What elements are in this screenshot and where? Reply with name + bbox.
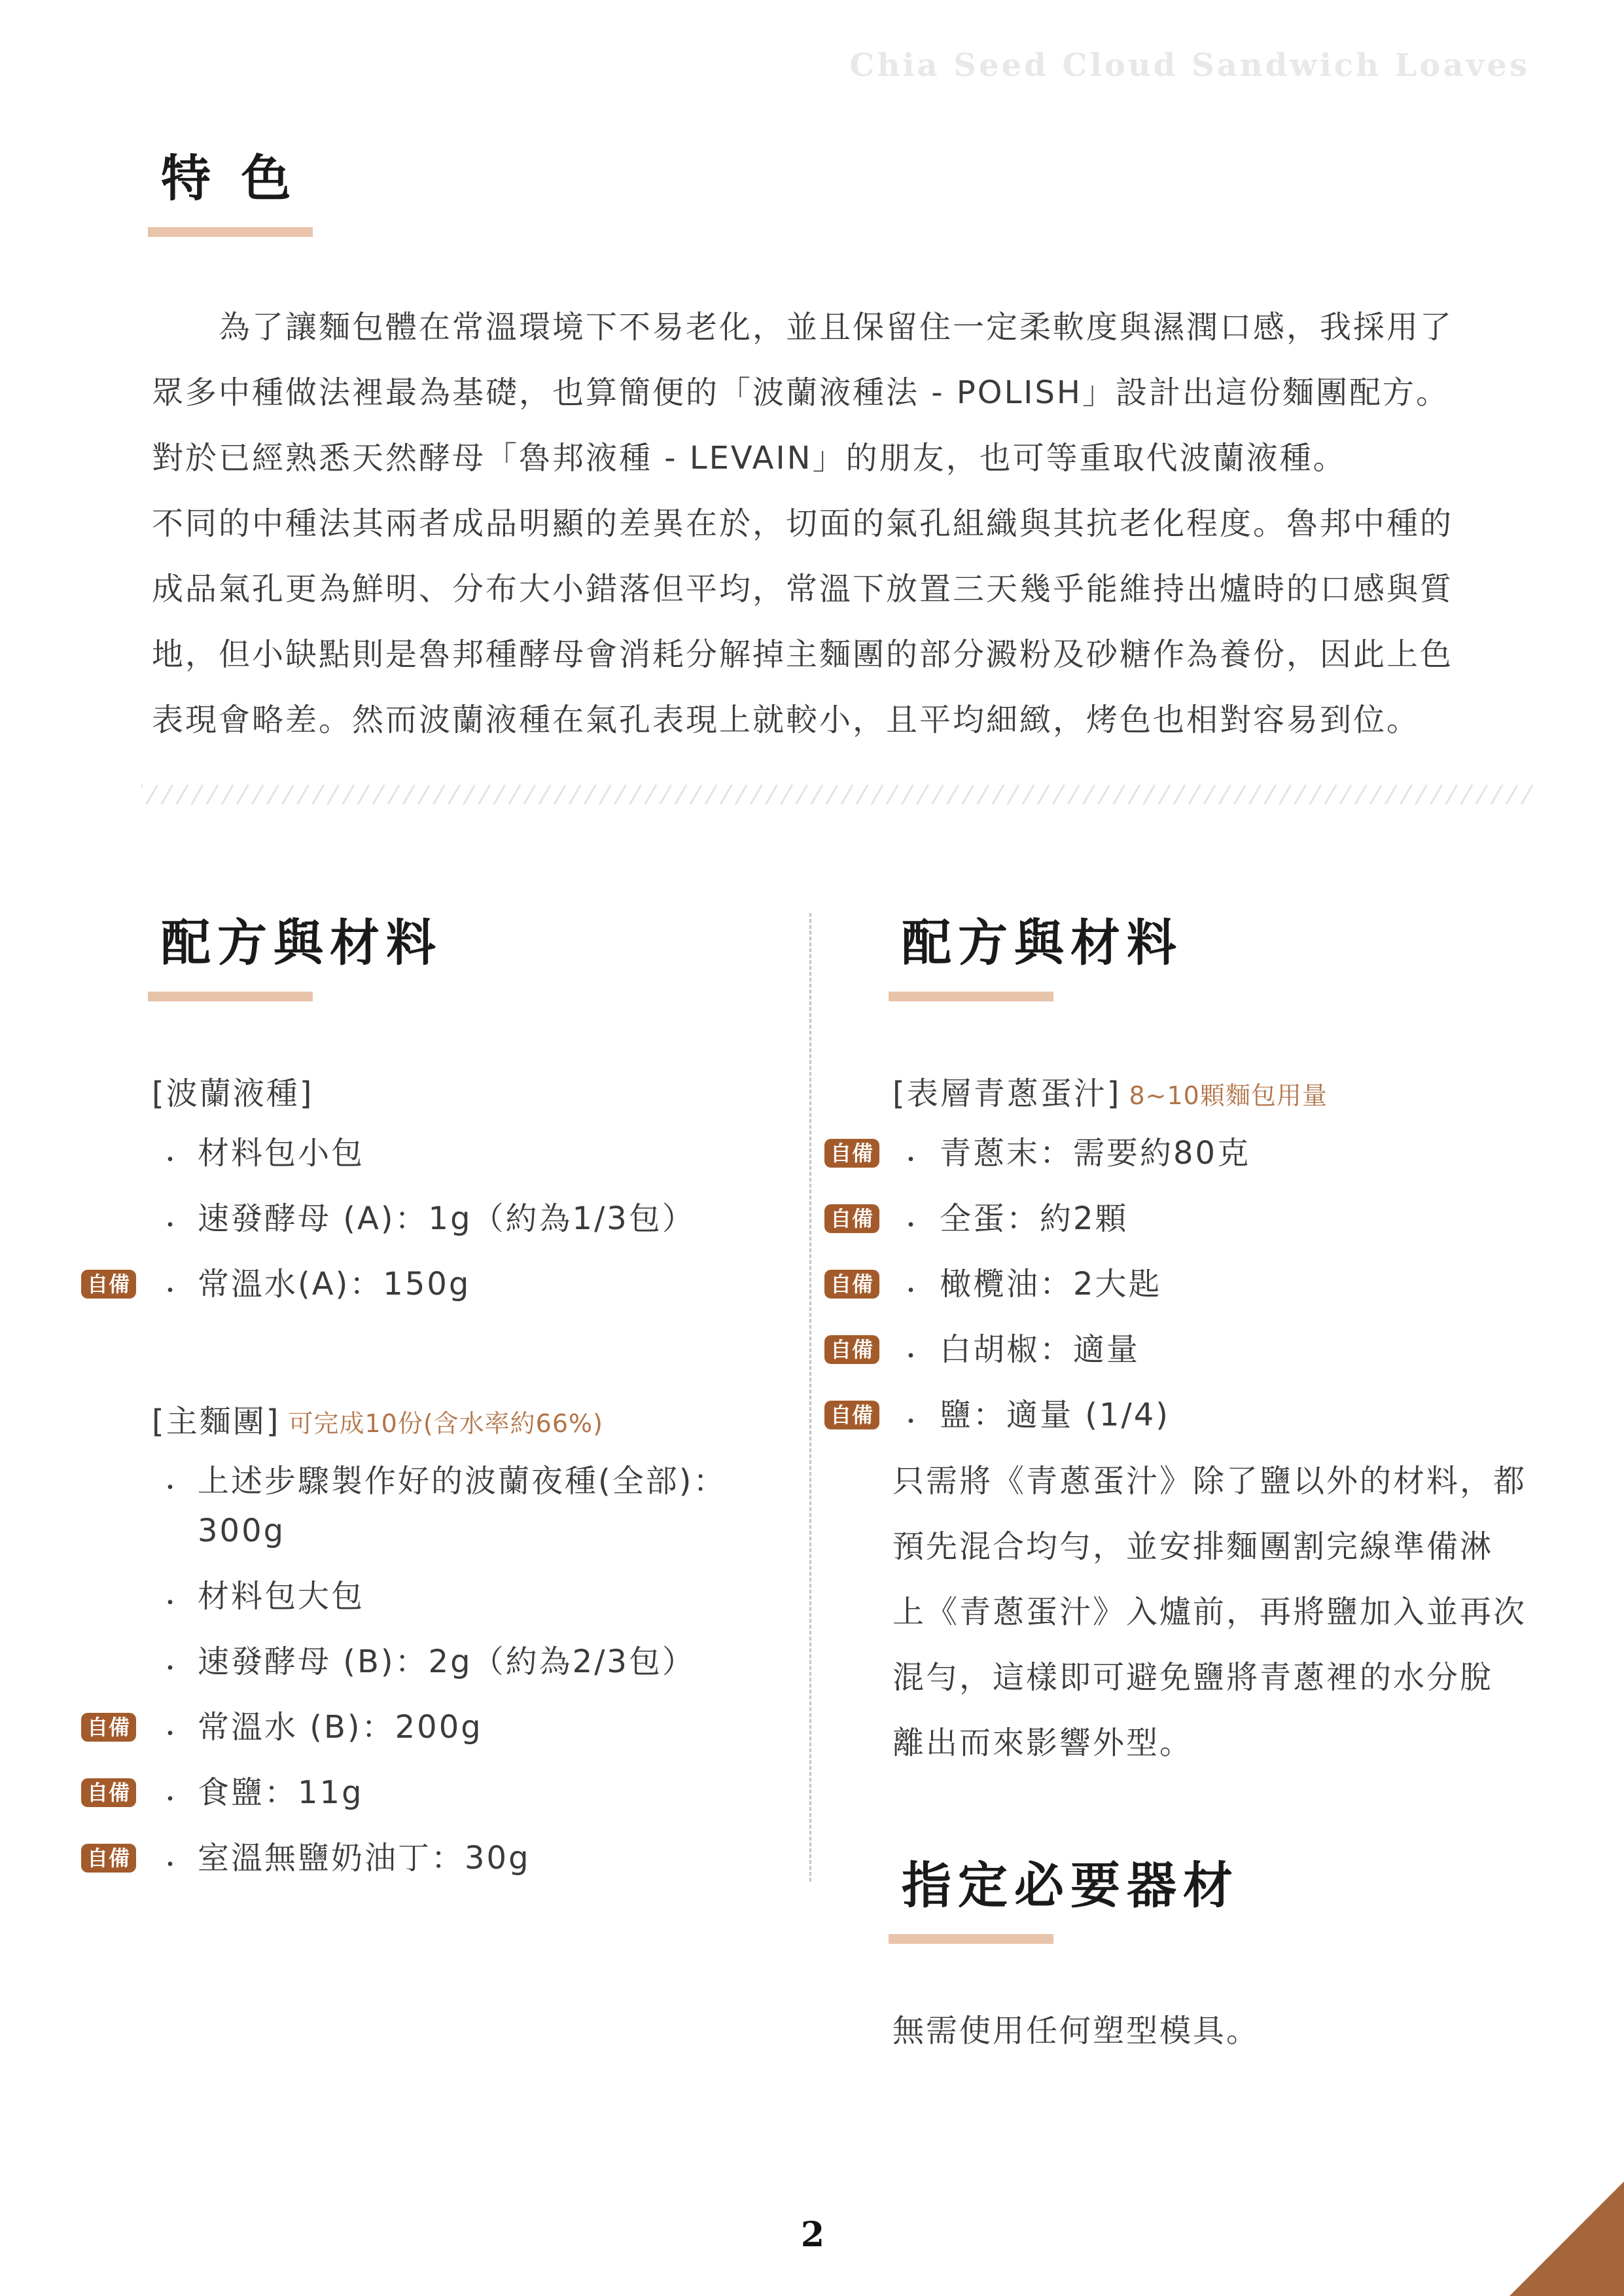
self-prepare-badge: 自備: [824, 1401, 879, 1429]
features-title: 特 色: [161, 149, 298, 207]
right-recipe-title-underline: [889, 992, 1053, 1001]
ingredient-text: 青蔥末：需要約80克: [940, 1135, 1251, 1172]
ingredient-item: [0, 1768, 785, 1818]
self-prepare-badge: 自備: [81, 1778, 136, 1807]
topping-label-text: [表層青蔥蛋汁]: [892, 1075, 1121, 1112]
ingredient-text: 上述步驟製作好的波蘭夜種(全部)：: [198, 1463, 727, 1499]
self-prepare-badge: 自備: [824, 1335, 879, 1364]
bullet: ・: [158, 1475, 183, 1501]
ingredient-item: [0, 1571, 785, 1621]
ingredient-text: 速發酵母 (A)：1g（約為1/3包）: [198, 1200, 696, 1237]
bullet: ・: [158, 1212, 183, 1239]
ingredient-item: [811, 1390, 1597, 1440]
ingredient-item: [811, 1325, 1597, 1374]
ingredient-item: [811, 1194, 1597, 1244]
features-line: 地，但小缺點則是魯邦種酵母會消耗分解掉主麵團的部分澱粉及砂糖作為養份，因此上色: [152, 636, 1454, 673]
bullet: ・: [158, 1147, 183, 1174]
ingredient-text-continued: 300g: [198, 1513, 286, 1549]
ingredient-text: 橄欖油：2大匙: [940, 1266, 1162, 1302]
self-prepare-badge: 自備: [824, 1139, 879, 1168]
self-prepare-badge: 自備: [81, 1270, 136, 1299]
instruction-line: 混勻，這樣即可避免鹽將青蔥裡的水分脫: [892, 1659, 1494, 1696]
ingredient-text: 食鹽：11g: [198, 1774, 364, 1811]
features-title-underline: [148, 227, 313, 237]
bullet: ・: [899, 1278, 923, 1304]
ingredient-item: [0, 1456, 785, 1556]
topping-instructions: [892, 1448, 1527, 1776]
main-dough-label: [152, 1396, 603, 1441]
equipment-text: 無需使用任何塑型模具。: [892, 2013, 1260, 2049]
equipment-title: 指定必要器材: [902, 1856, 1239, 1914]
ingredient-item: [0, 1637, 785, 1687]
bullet: ・: [899, 1343, 923, 1370]
instruction-line: 預先混合均勻，並安排麵團割完線準備淋: [892, 1528, 1494, 1565]
ingredient-text: 室溫無鹽奶油丁：30g: [198, 1840, 531, 1876]
ingredient-item: [811, 1128, 1597, 1178]
main-dough-note: 可完成10份(含水率約66%): [288, 1409, 603, 1438]
features-line: 成品氣孔更為鮮明、分布大小錯落但平均，常溫下放置三天幾乎能維持出爐時的口感與質: [152, 571, 1454, 607]
self-prepare-badge: 自備: [824, 1204, 879, 1233]
features-line: 眾多中種做法裡最為基礎，也算簡便的「波蘭液種法 - POLISH」設計出這份麵團配方。: [152, 374, 1450, 411]
ingredient-text: 常溫水 (B)：200g: [198, 1709, 483, 1746]
features-line: 不同的中種法其兩者成品明顯的差異在於，切面的氣孔組織與其抗老化程度。魯邦中種的: [152, 505, 1454, 542]
ingredient-text: 全蛋：約2顆: [940, 1200, 1129, 1237]
features-line: 為了讓麵包體在常溫環境下不易老化，並且保留住一定柔軟度與濕潤口感，我採用了: [152, 309, 1454, 346]
bullet: ・: [158, 1786, 183, 1813]
topping-note: 8~10顆麵包用量: [1129, 1081, 1328, 1110]
instruction-line: 離出而來影響外型。: [892, 1725, 1193, 1761]
ingredient-item: [0, 1128, 785, 1178]
ingredient-text: 鹽：適量 (1/4): [940, 1397, 1170, 1433]
left-recipe-title: 配方與材料: [161, 914, 442, 972]
bullet: ・: [899, 1212, 923, 1239]
ingredient-text: 速發酵母 (B)：2g（約為2/3包）: [198, 1643, 696, 1680]
page-number: 2: [800, 2215, 825, 2255]
right-recipe-title: 配方與材料: [902, 914, 1183, 972]
ingredient-item: [0, 1833, 785, 1883]
ingredient-item: [0, 1194, 785, 1244]
self-prepare-badge: 自備: [81, 1844, 136, 1873]
equipment-title-underline: [889, 1934, 1053, 1944]
instruction-line: 只需將《青蔥蛋汁》除了鹽以外的材料，都: [892, 1463, 1527, 1499]
ingredient-text: 材料包小包: [198, 1135, 365, 1172]
features-paragraph: [152, 295, 1453, 753]
bullet: ・: [899, 1408, 923, 1435]
features-line: 表現會略差。然而波蘭液種在氣孔表現上就較小，且平均細緻，烤色也相對容易到位。: [152, 702, 1421, 738]
bullet: ・: [158, 1590, 183, 1617]
ingredient-item: [0, 1259, 785, 1309]
self-prepare-badge: 自備: [824, 1270, 879, 1299]
ingredient-item: [811, 1259, 1597, 1309]
main-dough-label-text: [主麵團]: [152, 1403, 281, 1440]
self-prepare-badge: 自備: [81, 1713, 136, 1742]
bullet: ・: [899, 1147, 923, 1174]
bullet: ・: [158, 1852, 183, 1878]
running-header: Chia Seed Cloud Sandwich Loaves: [849, 47, 1530, 84]
bullet: ・: [158, 1655, 183, 1682]
features-line: 對於已經熟悉天然酵母「魯邦液種 - LEVAIN」的朋友，也可等重取代波蘭液種。: [152, 440, 1347, 476]
hatched-divider: [141, 785, 1534, 804]
topping-label: [892, 1068, 1328, 1113]
ingredient-item: [0, 1702, 785, 1752]
corner-triangle-shape: [1509, 2181, 1624, 2296]
left-recipe-title-underline: [148, 992, 313, 1001]
ingredient-text: 白胡椒：適量: [940, 1331, 1140, 1368]
polish-label: [波蘭液種]: [152, 1075, 314, 1112]
ingredient-text: 常溫水(A)：150g: [198, 1266, 471, 1302]
bullet: ・: [158, 1278, 183, 1304]
corner-triangle-decoration: [1509, 2181, 1624, 2296]
instruction-line: 上《青蔥蛋汁》入爐前，再將鹽加入並再次: [892, 1594, 1527, 1630]
bullet: ・: [158, 1721, 183, 1748]
ingredient-text: 材料包大包: [198, 1578, 365, 1615]
